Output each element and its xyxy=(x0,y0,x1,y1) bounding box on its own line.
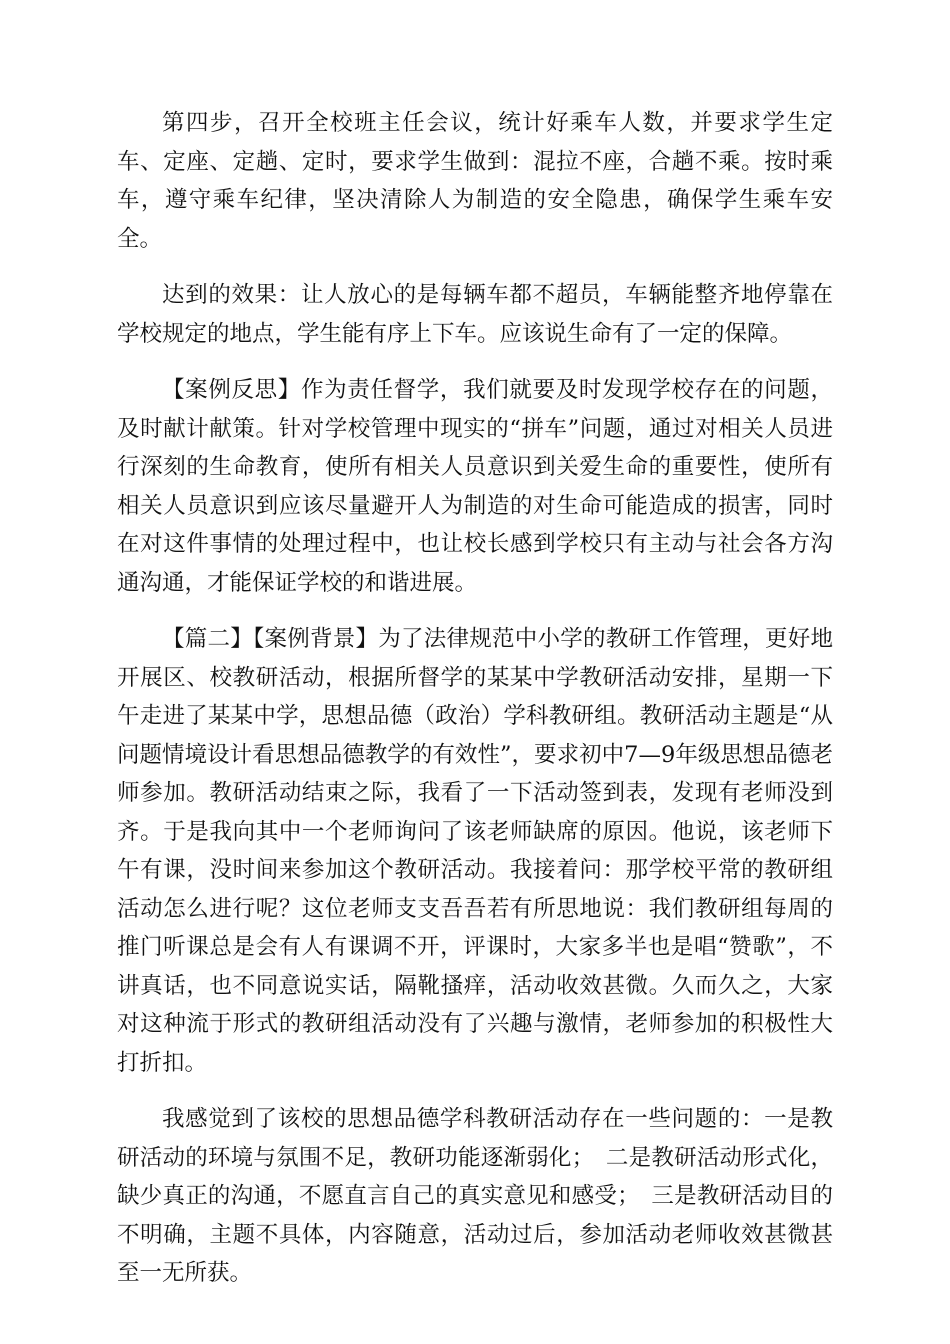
paragraph-case-reflection: 【案例反思】作为责任督学，我们就要及时发现学校存在的问题，及时献计献策。针对学校管理中现实的“拼车”问题，通过对相关人员进行深刻的生命教育，使所有相关人员意识到关爱生命的重要性，使所有相关人员意识到应该尽量避开人为制造的对生命可能造成的损害，同时在对这件事情的处理过程中，也让校长感到学校只有主动与社会各方沟通沟通，才能保证学校的和谐进展。 xyxy=(117,377,833,596)
paragraph-case-background: 【篇二】【案例背景】为了法律规范中小学的教研工作管理，更好地开展区、校教研活动，根据所督学的某某中学教研活动安排，星期一下午走进了某某中学，思想品德（政治）学科教研组。教研活动主题是“从问题情境设计看思想品德教学的有效性”，要求初中7—9年级思想品德老师参加。教研活动结束之际，我看了一下活动签到表，发现有老师没到齐。于是我向其中一个老师询问了该老师缺席的原因。他说，该老师下午有课，没时间来参加这个教研活动。我接着问：那学校平常的教研组活动怎么进行呢？这位老师支支吾吾若有所思地说：我们教研组每周的推门听课总是会有人有课调不开，评课时，大家多半也是唱“赞歌”，不讲真话，也不同意说实话，隔靴搔痒，活动收效甚微。久而久之，大家对这种流于形式的教研组活动没有了兴趣与激情，老师参加的积极性大打折扣。 xyxy=(117,626,833,1076)
paragraph-effect: 达到的效果：让人放心的是每辆车都不超员，车辆能整齐地停靠在学校规定的地点，学生能有序上下车。应该说生命有了一定的保障。 xyxy=(117,282,833,347)
document-page xyxy=(117,104,833,1311)
paragraph-problems: 我感觉到了该校的思想品德学科教研活动存在一些问题的：一是教研活动的环境与氛围不足，教研功能逐渐弱化； 二是教研活动形式化，缺少真正的沟通，不愿直言自己的真实意见和感受； 三是教研活动目的不明确，主题不具体，内容随意，活动过后，参加活动老师收效甚微甚至一无所获。 xyxy=(117,1106,833,1286)
paragraph-step-four: 第四步，召开全校班主任会议，统计好乘车人数，并要求学生定车、定座、定趟、定时，要求学生做到：混拉不座，合趟不乘。按时乘车，遵守乘车纪律，坚决清除人为制造的安全隐患，确保学生乘车安全。 xyxy=(117,110,833,252)
